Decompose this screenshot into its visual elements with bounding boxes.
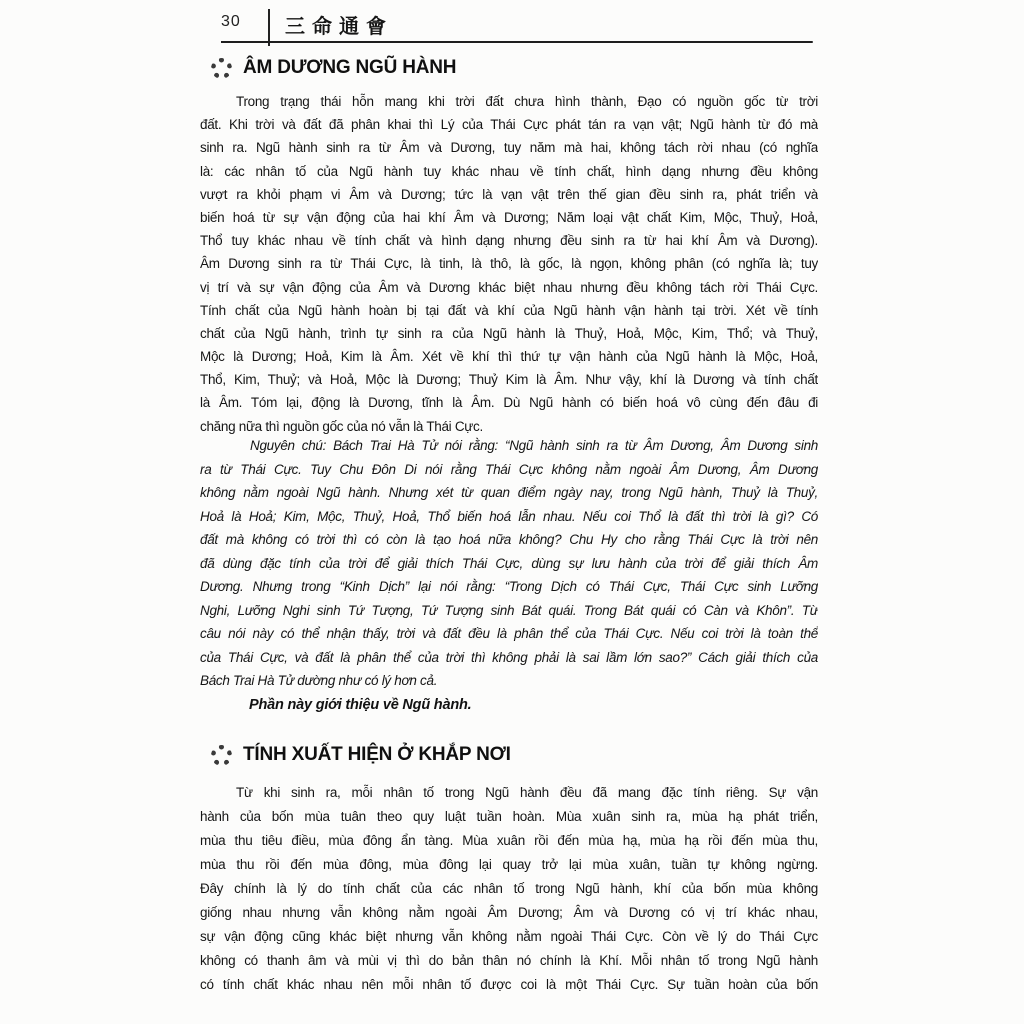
text-line: vượt ra khỏi phạm vi Âm và Dương; tức là vạn vật trên thế gian đều sinh ra, phát triển và xyxy=(200,186,818,202)
text-line: không có thanh âm và mùi vị thì do bản thân nó chính là Khí. Mỗi nhân tố trong Ngũ hành xyxy=(200,953,818,968)
text-line: mùa thu rồi đến mùa đông, mùa đông lại quay trở lại mùa xuân, tuần tự không ngừng. xyxy=(200,857,818,872)
text-line: đất mà không có trời thì có còn là tạo hoá nữa không? Chu Hy cho rằng Thái Cực là trời nên xyxy=(200,532,818,547)
section1-paragraph xyxy=(200,90,818,438)
text-line: Hoả là Hoả; Kim, Mộc, Thuỷ, Hoả, Thổ biến hoá lẫn nhau. Nếu coi Thổ là đất thì trời là gì? Có xyxy=(200,508,818,524)
section1-heading-row xyxy=(211,57,456,79)
text-line: Nguyên chú: Bách Trai Hà Tử nói rằng: “Ngũ hành sinh ra từ Âm Dương, Âm Dương sinh xyxy=(250,438,818,453)
text-line: sự vận động cũng khác biệt nhưng vẫn không nằm ngoài Thái Cực. Còn về lý do Thái Cực xyxy=(200,929,818,944)
section2-heading: TÍNH XUẤT HIỆN Ở KHẮP NƠI xyxy=(243,744,511,765)
text-line: Thổ, Kim, Thuỷ; và Hoả, Mộc là Dương; Thuỷ Kim là Âm. Như vậy, khí là Dương và tính chất xyxy=(200,372,818,388)
header-rule xyxy=(221,41,813,43)
section1-summary: Phần này giới thiệu về Ngũ hành. xyxy=(249,697,472,713)
text-line: Thổ tuy khác nhau về tính chất và hình dạng nhưng đều sinh ra từ hai khí Âm và Dương). xyxy=(200,233,818,249)
text-line: biến hoá từ sự vận động của hai khí Âm và Dương; Năm loại vật chất Kim, Mộc, Thuỷ, Hoả, xyxy=(200,209,818,225)
section1-heading: ÂM DƯƠNG NGŨ HÀNH xyxy=(243,57,457,78)
section1-commentary xyxy=(200,434,818,693)
text-line: là: các nhân tố của Ngũ hành tuy khác nhau về tính chất, hình dạng nhưng đều không xyxy=(200,163,818,179)
section2-heading-row xyxy=(211,744,511,766)
text-line: là Âm. Tóm lại, động là Dương, tĩnh là Âm. Dù Ngũ hành có biến hoá vô cùng đến đâu đi xyxy=(200,395,818,411)
text-line: câu nói này có thể nhận thấy, trời và đất đều là phân thể của Thái Cực. Nếu coi trời là toàn thể xyxy=(200,626,818,641)
text-line: Trong trạng thái hỗn mang khi trời đất chưa hình thành, Đạo có nguồn gốc từ trời xyxy=(236,94,818,109)
text-line: Đây chính là lý do tính chất của các nhân tố trong Ngũ hành, khí của bốn mùa không xyxy=(200,881,818,896)
text-line: đất. Khi trời và đất đã phân khai thì Lý của Thái Cực phát tán ra vạn vật; Ngũ hành từ đó mà xyxy=(200,117,818,133)
text-line: chăng nữa thì nguồn gốc của nó vẫn là Thái Cực. xyxy=(200,418,483,434)
text-line: của Thái Cực, và đất là phân thể của trời thì không phải là sai lầm lớn sao?” Cách giải thích của xyxy=(200,649,818,665)
text-line: Từ khi sinh ra, mỗi nhân tố trong Ngũ hành đều đã mang đặc tính riêng. Sự vận xyxy=(236,785,818,800)
text-line: Dương. Nhưng trong “Kinh Dịch” lại nói rằng: “Trong Dịch có Thái Cực, Thái Cực sinh Lưỡng xyxy=(200,579,818,594)
text-line: Tính chất của Ngũ hành hoàn bị tại đất và khí của Ngũ hành vận hành tại trời. Xét về tính xyxy=(200,302,818,318)
ring-icon xyxy=(211,745,232,766)
ring-icon xyxy=(211,58,232,79)
text-line: ra từ Thái Cực. Tuy Chu Đôn Di nói rằng Thái Cực không nằm ngoài Âm Dương, Âm Dương xyxy=(200,461,818,477)
text-line: vị trí và sự vận động của Âm và Dương khác biệt nhau nhưng đều không tách rời Thái Cực. xyxy=(200,279,818,295)
text-line: chất của Ngũ hành, trình tự sinh ra của Ngũ hành là Thuỷ, Hoả, Mộc, Kim, Thổ; và Thuỷ, xyxy=(200,325,818,341)
text-line: Nghi, Lưỡng Nghi sinh Tứ Tượng, Tứ Tượng sinh Bát quái. Trong Bát quái có Càn và Khôn”. Từ xyxy=(200,602,818,618)
text-line: không nằm ngoài Ngũ hành. Nhưng xét từ quan điểm ngày nay, trong Ngũ hành, Thuỷ là Thuỷ, xyxy=(200,485,818,500)
text-line: mùa thu tiêu điều, mùa đông ẩn tàng. Mùa xuân rồi đến mùa hạ, mùa hạ rồi đến mùa thu, xyxy=(200,833,818,848)
section2-paragraph xyxy=(200,781,818,997)
text-line: hành của bốn mùa tuân theo quy luật tuần hoàn. Mùa xuân sinh ra, mùa hạ phát triển, xyxy=(200,809,818,824)
page-number: 30 xyxy=(221,13,241,30)
text-line: Âm Dương sinh ra từ Thái Cực, là tinh, là thô, là gốc, là ngọn, không phân (có nghĩa là; tuy xyxy=(200,256,818,272)
text-line: Mộc là Dương; Hoả, Kim là Âm. Xét về khí thì thứ tự vận hành của Ngũ hành là Mộc, Hoả, xyxy=(200,349,818,365)
book-title-chinese: 三命通會 xyxy=(285,14,393,38)
text-line: giống nhau nhưng vẫn không nằm ngoài Âm Dương; Âm và Dương có vị trí khác nhau, xyxy=(200,905,818,920)
text-line: có tính chất khác nhau nên mỗi nhân tố được coi là một Thái Cực. Sự tuần hoàn của bốn xyxy=(200,977,818,992)
text-line: đã dùng đặc tính của trời để giải thích Thái Cực, dùng sự lưu hành của trời để giải thích Âm xyxy=(200,555,818,571)
text-line: Bách Trai Hà Tử dường như có lý hơn cả. xyxy=(200,673,438,688)
text-line: sinh ra. Ngũ hành sinh ra từ Âm và Dương, tuy năm mà hai, không tách rời nhau (có nghĩa xyxy=(200,140,818,156)
